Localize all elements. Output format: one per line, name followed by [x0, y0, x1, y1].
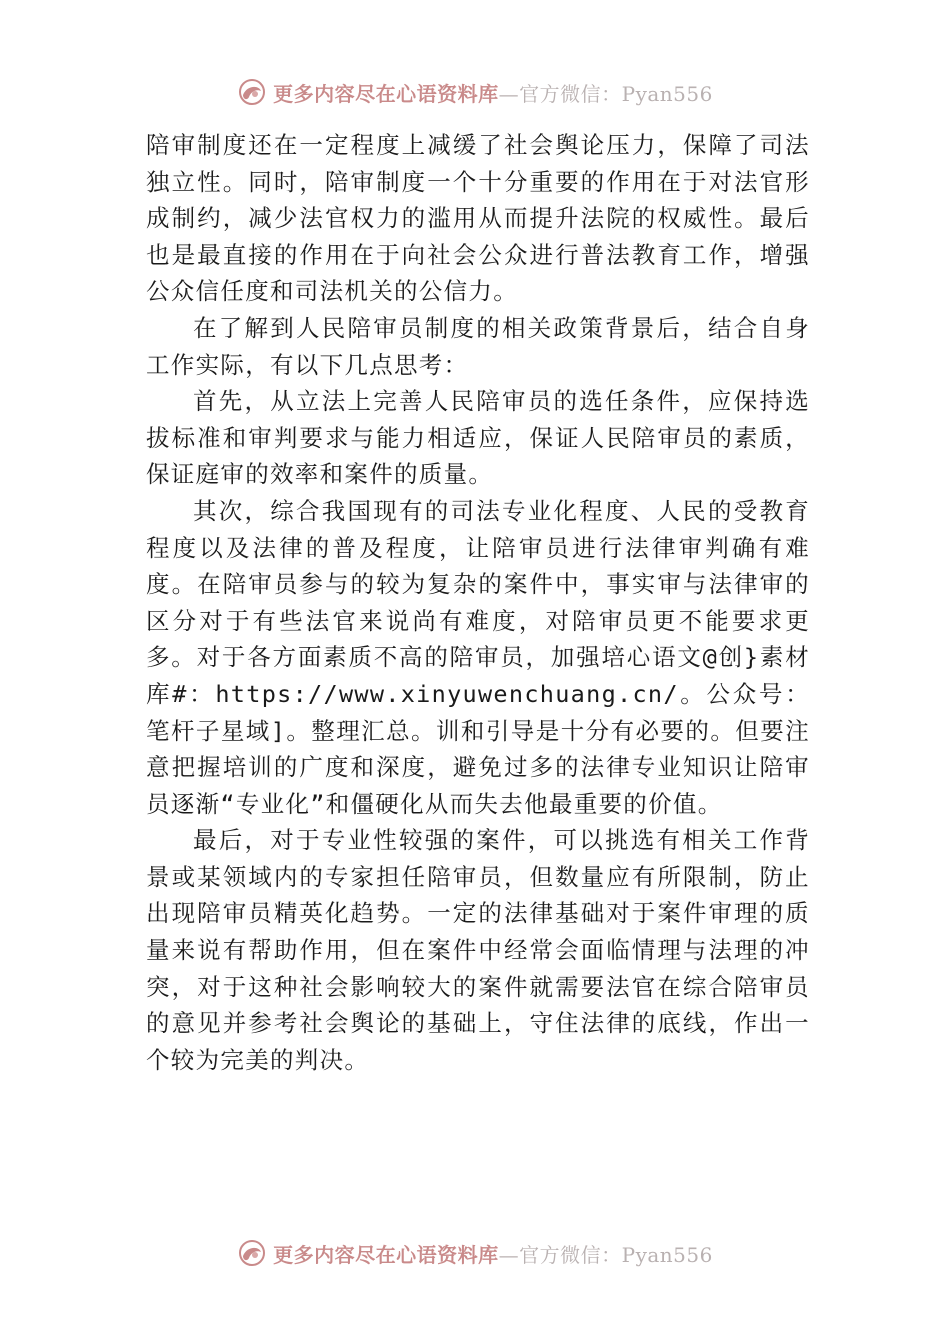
header-banner-text: [273, 78, 713, 107]
footer-banner-main: 更多内容尽在心语资料库: [273, 1242, 499, 1267]
footer-banner-dash: —: [498, 1242, 520, 1267]
header-banner-wechat-label: 官方微信：: [519, 81, 622, 106]
footer-banner-wechat-label: 官方微信：: [519, 1242, 622, 1267]
footer-banner-text: [273, 1239, 713, 1268]
document-body: [146, 127, 810, 1078]
paragraph-5: 最后，对于专业性较强的案件，可以挑选有相关工作背景或某领域内的专家担任陪审员，但数量应有所限制，防止出现陪审员精英化趋势。一定的法律基础对于案件审理的质量来说有帮助作用，但在案件中经常会面临情理与法理的冲突，对于这种社会影响较大的案件就需要法官在综合陪审员的意见并参考社会舆论的基础上，守住法律的底线，作出一个较为完美的判决。: [146, 826, 810, 1074]
swirl-logo-icon: [237, 77, 267, 107]
paragraph-4: 其次，综合我国现有的司法专业化程度、人民的受教育程度以及法律的普及程度，让陪审员进行法律审判确有难 度。在陪审员参与的较为复杂的案件中，事实审与法律审的区分对于有些法官来说尚有难度，对陪审员更不能要求更 多。对于各方面素质不高的陪审员，加强培心语文@创}素材库#：https://www.xinyuwenchuang.cn/。公众号：笔杆子星域]。整理汇总。训和引导是十分有必要的。但要注意把握培训的广度和深度，避免过多的法律专业知识让陪审员逐渐“专业化”和僵硬化从而失去他最重要的价值。: [146, 496, 810, 818]
header-banner-main: 更多内容尽在心语资料库: [273, 81, 499, 106]
header-watermark-banner: [0, 72, 950, 112]
header-banner-dash: —: [498, 81, 520, 106]
footer-banner-wechat-id: Pyan556: [621, 1242, 713, 1267]
footer-watermark-banner: [0, 1233, 950, 1273]
paragraph-2: 在了解到人民陪审员制度的相关政策背景后，结合自身工作实际，有以下几点思考：: [146, 313, 810, 379]
paragraph-3: 首先，从立法上完善人民陪审员的选任条件，应保持选拔标准和审判要求与能力相适应，保证人民陪审员的素质， 保证庭审的效率和案件的质量。: [146, 387, 810, 489]
header-banner-wechat-id: Pyan556: [621, 81, 713, 106]
swirl-logo-icon: [237, 1238, 267, 1268]
paragraph-1: 陪审制度还在一定程度上减缓了社会舆论压力，保障了司法独立性。同时，陪审制度一个十分重要的作用在于对法官形成制约，减少法官权力的滥用从而提升法院的权威性。最后也是最直接的作用在于向社会公众进行普法教育工作，增强公众信任度和司法机关的公信力。: [146, 131, 810, 306]
